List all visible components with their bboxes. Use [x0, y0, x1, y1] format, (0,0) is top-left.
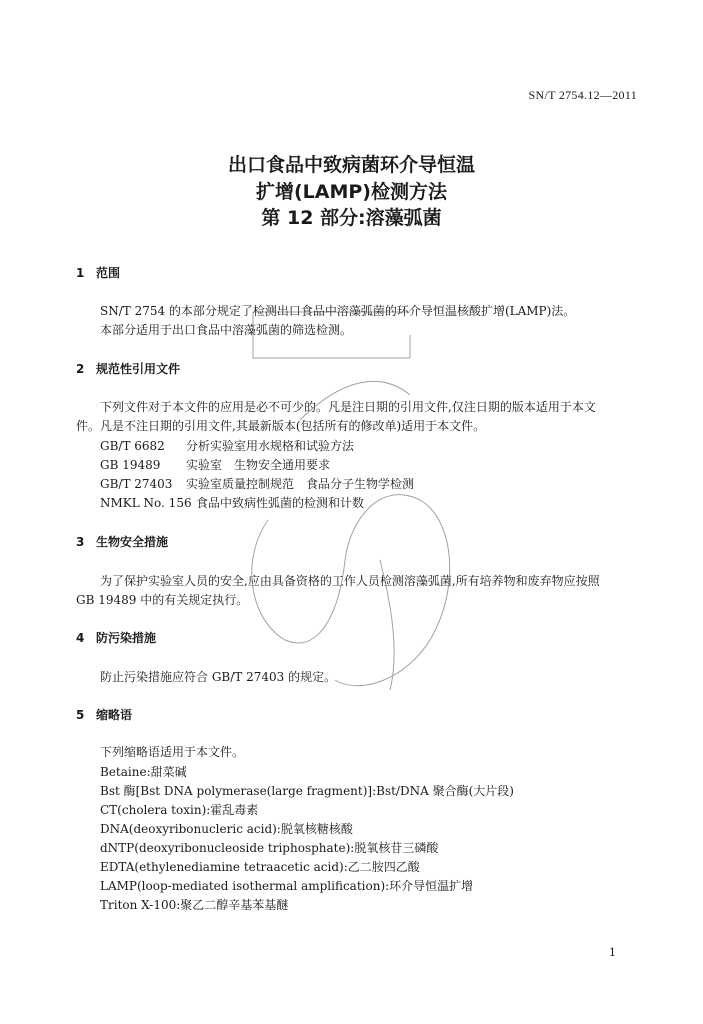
- reference-title: 食品中致病性弧菌的检测和计数: [196, 496, 365, 510]
- reference-item: [100, 437, 354, 454]
- paragraph: 防止污染措施应符合 GB/T 27403 的规定。: [100, 670, 337, 684]
- reference-title: 实验室 生物安全通用要求: [186, 458, 331, 472]
- section-number: 1: [76, 266, 85, 280]
- title-line-2: 扩增(LAMP)检测方法: [255, 181, 447, 203]
- section-5-heading: [76, 706, 132, 723]
- reference-title: 实验室质量控制规范 食品分子生物学检测: [186, 477, 415, 491]
- paragraph: GB 19489 中的有关规定执行。: [76, 593, 249, 607]
- section-number: 5: [76, 708, 85, 722]
- reference-item: [100, 456, 330, 473]
- section-1-heading: [76, 264, 120, 281]
- section-3-heading: [76, 533, 168, 550]
- abbreviation-item: CT(cholera toxin):霍乱毒素: [100, 803, 259, 817]
- page-number: 1: [609, 946, 616, 959]
- paragraph: 为了保护实验室人员的安全,应由具备资格的工作人员检测溶藻弧菌,所有培养物和废弃物应按照: [100, 574, 600, 588]
- title-line-1: 出口食品中致病菌环介导恒温: [227, 154, 475, 176]
- abbreviation-item: DNA(deoxyribonucleric acid):脱氧核糖核酸: [100, 822, 353, 836]
- paragraph: 下列缩略语适用于本文件。: [100, 745, 245, 759]
- reference-item: [100, 475, 414, 492]
- section-number: 3: [76, 535, 85, 549]
- reference-title: 分析实验室用水规格和试验方法: [186, 439, 355, 453]
- abbreviation-item: EDTA(ethylenediamine tetraacetic acid):乙二胺四乙酸: [100, 860, 420, 874]
- standard-code: SN/T 2754.12—2011: [528, 88, 637, 102]
- section-4-heading: [76, 629, 156, 646]
- section-title: 范围: [96, 266, 121, 280]
- reference-code: GB/T 6682: [100, 439, 165, 453]
- section-number: 4: [76, 631, 85, 645]
- section-title: 缩略语: [96, 708, 133, 722]
- reference-code: GB/T 27403: [100, 477, 173, 491]
- section-title: 生物安全措施: [96, 535, 169, 549]
- paragraph: 件。凡是不注日期的引用文件,其最新版本(包括所有的修改单)适用于本文件。: [76, 419, 486, 433]
- paragraph: SN/T 2754 的本部分规定了检测出口食品中溶藻弧菌的环介导恒温核酸扩增(LAMP)法。: [100, 304, 576, 318]
- abbreviation-item: LAMP(loop-mediated isothermal amplification):环介导恒温扩增: [100, 879, 474, 893]
- section-number: 2: [76, 362, 85, 376]
- abbreviation-item: Bst 酶[Bst DNA polymerase(large fragment)]:Bst/DNA 聚合酶(大片段): [100, 784, 514, 798]
- section-title: 防污染措施: [96, 631, 157, 645]
- reference-code: NMKL No. 156: [100, 496, 192, 510]
- abbreviation-item: dNTP(deoxyribonucleoside triphosphate):脱氧核苷三磷酸: [100, 841, 439, 855]
- paragraph: 下列文件对于本文件的应用是必不可少的。凡是注日期的引用文件,仅注日期的版本适用于本文: [100, 400, 596, 414]
- section-2-heading: [76, 360, 180, 377]
- paragraph: 本部分适用于出口食品中溶藻弧菌的筛选检测。: [100, 323, 353, 337]
- abbreviation-item: Betaine:甜菜碱: [100, 765, 187, 779]
- reference-item: [100, 494, 364, 511]
- title-line-3: 第 12 部分:溶藻弧菌: [261, 207, 442, 229]
- section-title: 规范性引用文件: [96, 362, 181, 376]
- abbreviation-item: Triton X-100:聚乙二醇辛基苯基醚: [100, 898, 289, 912]
- reference-code: GB 19489: [100, 458, 161, 472]
